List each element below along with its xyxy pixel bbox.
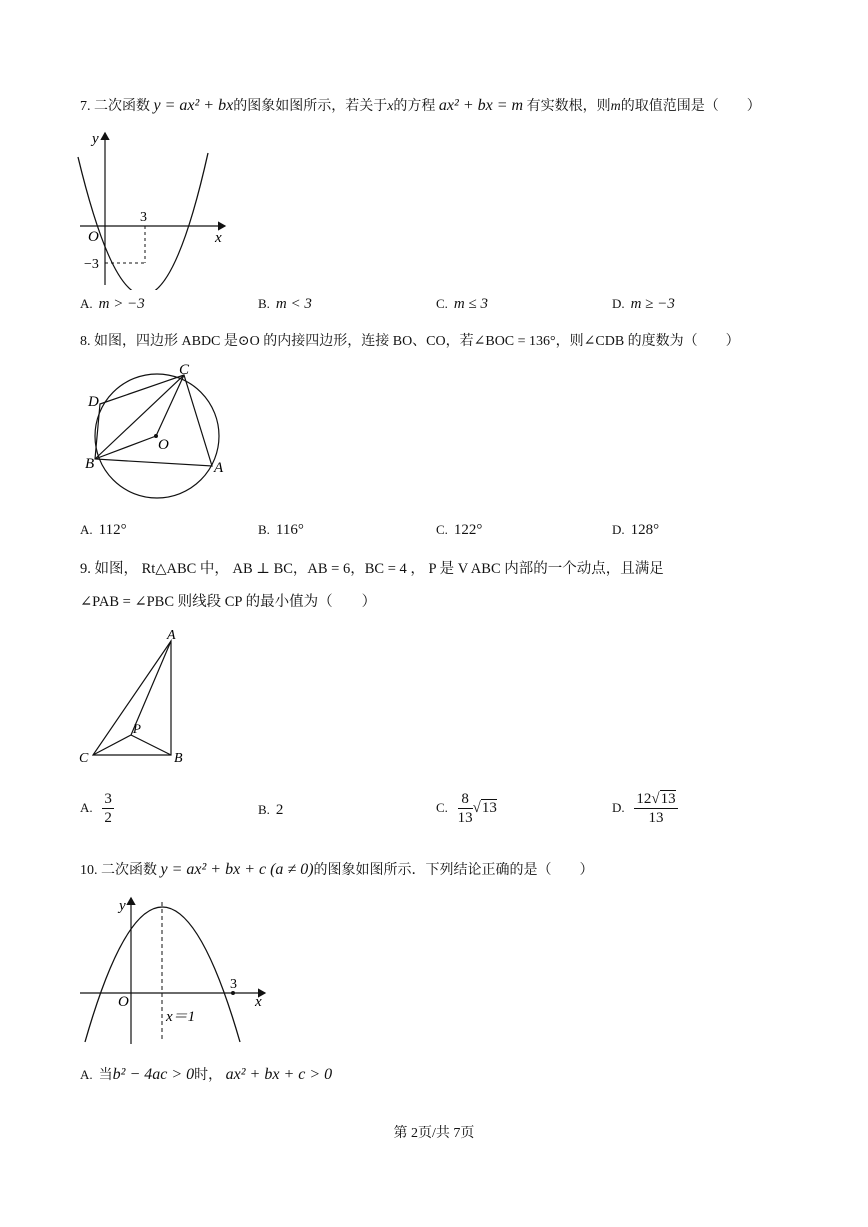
q9-text-2: ∠PAB = ∠PBC 则线段 CP 的最小值为（ ） — [80, 594, 377, 610]
q7-number: 7. — [80, 99, 91, 114]
q9-segment-cp — [93, 735, 131, 755]
q8-text: 如图，四边形 ABDC 是⊙O 的内接四边形，连接 BO、CO，若∠BOC = 136°，则∠CDB 的度数为（ ） — [94, 334, 740, 349]
q7-label-y: y — [92, 131, 99, 147]
q8-option-b[interactable] — [258, 522, 304, 539]
q7-option-c-label: C. — [436, 296, 448, 311]
q10-text-2: 的图象如图所示．下列结论正确的是（ ） — [313, 863, 594, 878]
q9-stem-line2 — [80, 590, 376, 611]
q8-option-d-text: 128° — [630, 522, 660, 538]
q8-label-d: D — [88, 394, 99, 410]
q8-option-c-text: 122° — [453, 522, 483, 538]
q8-option-c-label: C. — [436, 522, 448, 537]
q10-parabola-figure — [75, 892, 275, 1052]
q8-circle-figure — [80, 362, 240, 512]
q7-label-tick-3: 3 — [140, 210, 147, 225]
q9-option-a-label: A. — [80, 799, 93, 815]
q8-option-b-text: 116° — [275, 522, 304, 538]
q9-option-b-label: B. — [258, 802, 270, 817]
q9-label-c: C — [79, 751, 89, 766]
q7-var-x: x — [387, 99, 394, 114]
q9-option-d-numerator: 12√13 — [636, 791, 676, 807]
q7-option-b-text: m < 3 — [275, 296, 312, 312]
q7-option-b-label: B. — [258, 296, 270, 311]
q8-option-a-text: 112° — [98, 522, 127, 538]
q10-option-a-result: ax² + bx + c > 0 — [225, 1066, 333, 1083]
q9-option-c-radical: √13 — [472, 799, 497, 816]
q9-option-a-numerator: 3 — [104, 791, 112, 807]
q9-option-d-coef: 12 — [636, 791, 652, 807]
q10-stem — [80, 859, 594, 879]
q10-label-y: y — [119, 898, 126, 914]
q9-label-a: A — [167, 628, 176, 643]
q10-label-x: x — [255, 994, 262, 1010]
q7-label-x: x — [215, 230, 222, 246]
q7-option-c[interactable] — [436, 296, 488, 313]
q8-option-d[interactable] — [612, 522, 659, 539]
q7-option-a-text: m > −3 — [98, 296, 145, 312]
q8-label-c: C — [179, 362, 190, 378]
q9-option-a[interactable] — [80, 790, 114, 827]
q10-label-tick-3: 3 — [230, 977, 237, 992]
q9-option-d-fraction — [634, 790, 677, 827]
q8-chord-bc — [95, 375, 184, 459]
q7-label-tick-neg3: −3 — [84, 257, 99, 272]
q10-option-a[interactable] — [80, 1064, 332, 1084]
q9-label-p: P — [133, 721, 141, 736]
q7-text-2: 的图象如图所示，若关于 — [233, 99, 388, 114]
q7-option-b[interactable] — [258, 296, 312, 313]
q9-option-a-denominator: 2 — [104, 810, 112, 826]
q8-label-a: A — [214, 460, 224, 476]
q7-option-a-label: A. — [80, 296, 93, 311]
q9-option-c[interactable] — [436, 790, 497, 827]
q10-label-axis: x＝1 — [166, 1009, 196, 1025]
q9-segment-bp — [131, 735, 171, 755]
q7-parabola-figure — [70, 125, 240, 290]
q8-number: 8. — [80, 334, 91, 349]
q8-segment-co — [156, 375, 184, 436]
q7-var-m: m — [610, 99, 621, 114]
q9-label-b: B — [174, 751, 183, 766]
q8-option-a[interactable] — [80, 522, 127, 539]
q10-option-a-text-2: 时， — [194, 1068, 223, 1083]
q10-option-a-label: A. — [80, 1067, 93, 1082]
q9-triangle-abc — [93, 641, 171, 755]
q9-option-c-radicand: 13 — [481, 799, 497, 816]
q8-label-b: B — [85, 456, 95, 472]
page-footer: 第 2页/共 7页 — [393, 1126, 475, 1141]
q10-number: 10. — [80, 863, 98, 878]
q9-option-d-radicand: 13 — [660, 791, 676, 807]
q7-text-1: 二次函数 — [94, 99, 150, 114]
q7-option-d[interactable] — [612, 296, 675, 313]
q9-option-c-fraction — [458, 790, 473, 827]
q8-label-o: O — [158, 437, 169, 453]
q9-option-c-numerator: 8 — [458, 790, 473, 809]
q9-option-d-denominator: 13 — [648, 810, 664, 826]
q9-option-d[interactable] — [612, 790, 678, 827]
q9-text-1: 如图， Rt△ABC 中， AB ⊥ BC，AB = 6，BC = 4 ， P 是 V ABC 内部的一个动点，且满足 — [94, 561, 664, 577]
q8-stem — [80, 330, 740, 350]
q10-option-a-text-1: 当 — [98, 1068, 113, 1083]
q7-equation-2: ax² + bx = m — [438, 97, 524, 114]
q10-equation: y = ax² + bx + c (a ≠ 0) — [160, 861, 314, 878]
q7-stem — [80, 95, 761, 115]
q8-option-b-label: B. — [258, 522, 270, 537]
q7-equation-1: y = ax² + bx — [153, 97, 234, 114]
q9-option-c-denominator: 13 — [457, 810, 473, 826]
q9-option-b-text: 2 — [275, 802, 284, 818]
q9-option-b[interactable] — [258, 802, 283, 819]
q7-option-d-label: D. — [612, 296, 625, 311]
q7-text-5: 的取值范围是（ ） — [620, 99, 761, 114]
q10-option-a-condition: b² − 4ac > 0 — [112, 1066, 195, 1083]
q8-option-c[interactable] — [436, 522, 482, 539]
q10-label-origin: O — [118, 994, 129, 1010]
q10-text-1: 二次函数 — [101, 863, 157, 878]
q9-number: 9. — [80, 561, 91, 577]
q8-option-a-label: A. — [80, 522, 93, 537]
q9-option-c-label: C. — [436, 799, 448, 815]
q7-label-origin: O — [88, 229, 99, 245]
q8-option-d-label: D. — [612, 522, 625, 537]
q9-option-a-fraction — [102, 790, 114, 827]
q9-triangle-figure — [75, 625, 195, 770]
q9-option-d-label: D. — [612, 799, 625, 815]
q7-text-4: 有实数根，则 — [526, 99, 611, 114]
q9-stem-line1 — [80, 557, 664, 578]
q7-option-d-text: m ≥ −3 — [630, 296, 675, 312]
q7-text-3: 的方程 — [393, 99, 436, 114]
q7-option-a[interactable] — [80, 296, 145, 313]
q7-option-c-text: m ≤ 3 — [453, 296, 488, 312]
q8-segment-bo — [95, 436, 156, 459]
